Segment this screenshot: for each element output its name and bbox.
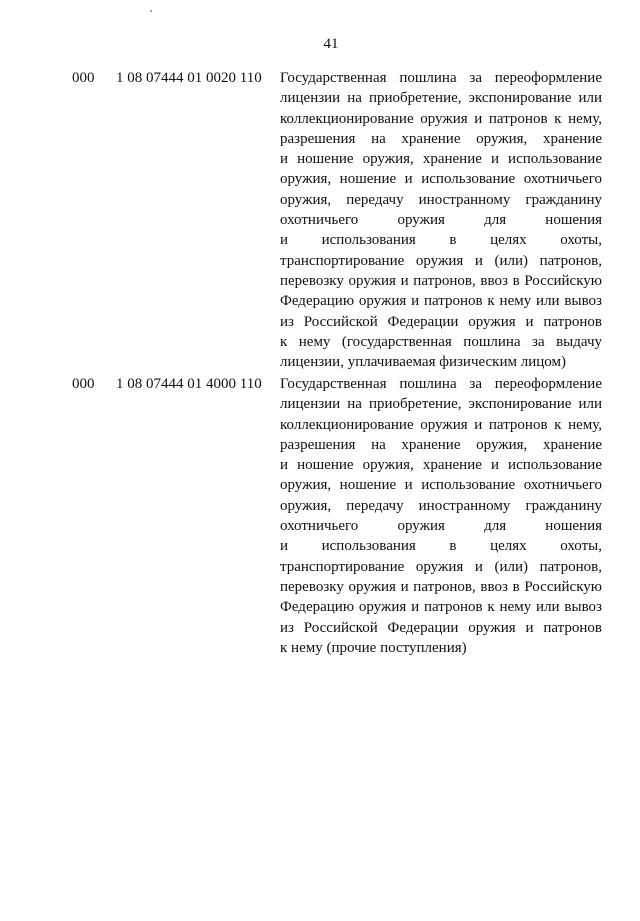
description-line: охотничьего оружия для ношения (280, 212, 602, 229)
description-line: из Российской Федерации оружия и патронов (280, 313, 602, 330)
description-line: коллекционирование оружия и патронов к нему, (280, 110, 602, 127)
description-line: и ношение оружия, хранение и использование (280, 457, 602, 474)
description-line: транспортирование оружия и (или) патронов, (280, 252, 602, 269)
description-line: разрешения на хранение оружия, хранение (280, 436, 602, 453)
description-line: Государственная пошлина за переоформление (280, 376, 602, 392)
income-description (280, 374, 602, 658)
description-line: и использования в целях охоты, (280, 232, 602, 249)
description-line: охотничьего оружия для ношения (280, 518, 602, 535)
description-line: оружия, передачу иностранному гражданину (280, 497, 602, 514)
description-line: к нему (государственная пошлина за выдачу (280, 333, 602, 350)
description-line: Государственная пошлина за переоформление (280, 70, 602, 86)
description-line: оружия, ношение и использование охотничьего (280, 477, 602, 494)
description-line: и ношение оружия, хранение и использование (280, 151, 602, 168)
description-line: Федерацию оружия и патронов к нему или вывоз (280, 599, 602, 616)
description-line: оружия, ношение и использование охотничьего (280, 171, 602, 188)
description-line: перевозку оружия и патронов, ввоз в Российскую (280, 578, 602, 595)
description-line: лицензии, уплачиваемая физическим лицом) (280, 354, 566, 371)
description-line: к нему (прочие поступления) (280, 639, 467, 656)
admin-code: 000 (72, 70, 95, 86)
description-line: оружия, передачу иностранному гражданину (280, 191, 602, 208)
kbk-code: 1 08 07444 01 4000 110 (116, 376, 262, 392)
description-line: коллекционирование оружия и патронов к нему, (280, 416, 602, 433)
admin-code: 000 (72, 376, 95, 392)
description-line: из Российской Федерации оружия и патронов (280, 619, 602, 636)
page-number: 41 (323, 36, 339, 52)
kbk-code: 1 08 07444 01 0020 110 (116, 70, 262, 86)
description-line: Федерацию оружия и патронов к нему или вывоз (280, 293, 602, 310)
income-description (280, 68, 602, 372)
scan-speck (150, 10, 152, 12)
description-line: перевозку оружия и патронов, ввоз в Российскую (280, 272, 602, 289)
description-line: разрешения на хранение оружия, хранение (280, 130, 602, 147)
description-line: лицензии на приобретение, экспонирование или (280, 396, 602, 413)
description-line: транспортирование оружия и (или) патронов, (280, 558, 602, 575)
description-line: лицензии на приобретение, экспонирование или (280, 90, 602, 107)
description-line: и использования в целях охоты, (280, 538, 602, 555)
